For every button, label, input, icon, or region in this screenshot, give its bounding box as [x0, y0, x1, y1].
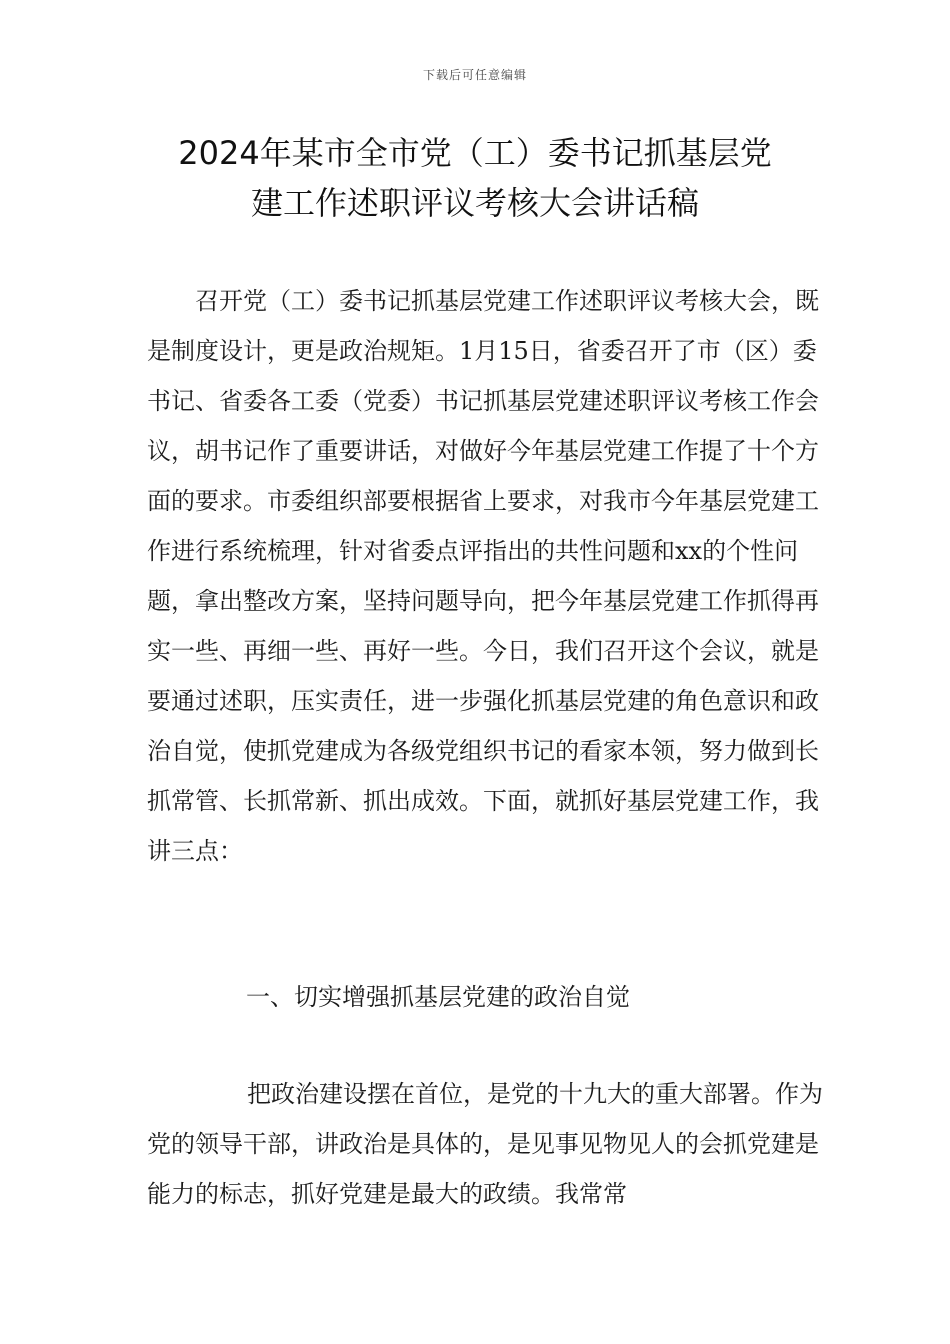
title-line-2: 建工作述职评议考核大会讲话稿: [250, 184, 699, 222]
paragraph-intro: 召开党（工）委书记抓基层党建工作述职评议考核大会，既是制度设计，更是政治规矩。1月15日，省委召开了市（区）委书记、省委各工委（党委）书记抓基层党建述职评议考核工作会议，胡书记作了重要讲话，对做好今年基层党建工作提了十个方面的要求。市委组织部要根据省上要求，对我市今年基层党建工作进行系统梳理，针对省委点评指出的共性问题和xx的个性问题，拿出整改方案，坚持问题导向，把今年基层党建工作抓得再实一些、再细一些、再好一些。今日，我们召开这个会议，就是要通过述职，压实责任，进一步强化抓基层党建的角色意识和政治自觉，使抓党建成为各级党组织书记的看家本领，努力做到长抓常管、长抓常新、抓出成效。下面，就抓好基层党建工作，我讲三点：: [147, 287, 819, 865]
paragraph-section-1: 把政治建设摆在首位，是党的十九大的重大部署。作为党的领导干部，讲政治是具体的，是见事见物见人的会抓党建是能力的标志，抓好党建是最大的政绩。我常常: [147, 1080, 823, 1208]
header-note: 下载后可任意编辑: [422, 68, 527, 82]
document-title: [100, 128, 850, 228]
section-heading-1: 一、切实增强抓基层党建的政治自觉: [246, 983, 630, 1011]
title-line-1: 2024年某市全市党（工）委书记抓基层党: [178, 134, 772, 172]
